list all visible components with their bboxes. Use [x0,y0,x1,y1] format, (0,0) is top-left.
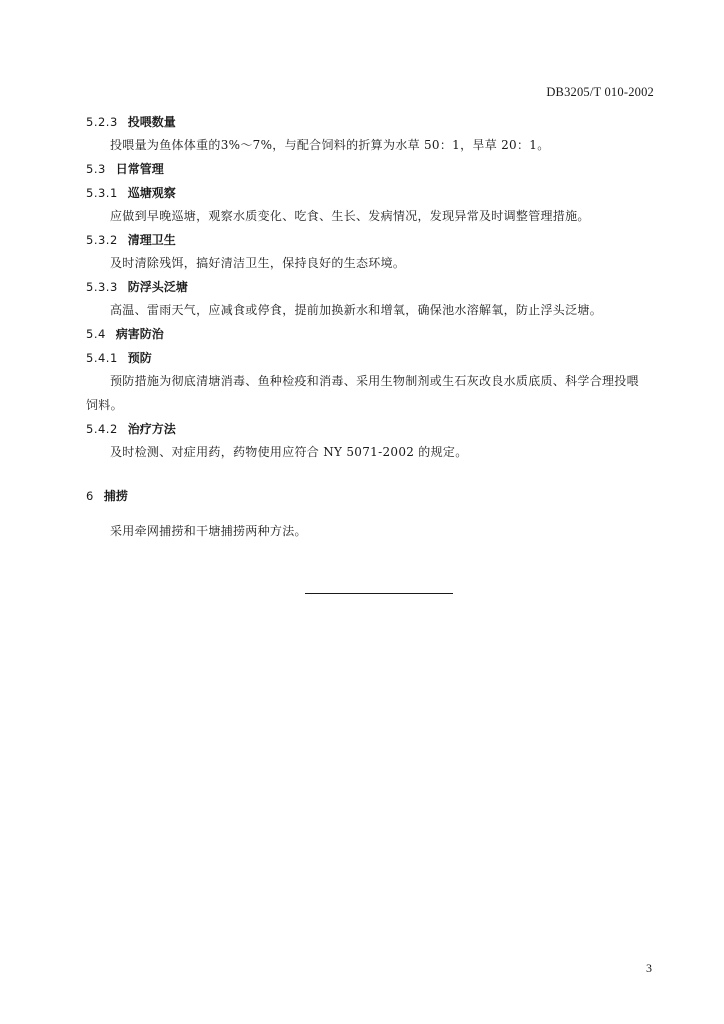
section-title: 清理卫生 [127,233,176,247]
section-number: 5.3 [86,162,106,176]
section-heading-5-3 [86,161,164,177]
paragraph-pond-inspection: 应做到早晚巡塘，观察水质变化、吃食、生长、发病情况，发现异常及时调整管理措施。 [110,209,590,223]
section-title: 投喂数量 [127,115,176,129]
section-number: 5.4.2 [86,422,118,436]
section-number: 5.2.3 [86,115,118,129]
end-of-document-rule [305,593,453,594]
section-title: 巡塘观察 [127,186,176,200]
paragraph-cleaning: 及时清除残饵，搞好清洁卫生，保持良好的生态环境。 [110,256,406,270]
paragraph-prevention-line-1: 预防措施为彻底清塘消毒、鱼种检疫和消毒、采用生物制剂或生石灰改良水质底质、科学合理投喂 [110,374,639,388]
section-heading-5-4-2 [86,421,176,437]
section-heading-5-3-1 [86,185,176,201]
section-number: 5.4 [86,327,106,341]
section-heading-5-2-3 [86,114,176,130]
document-code: DB3205/T 010-2002 [546,85,654,99]
paragraph-prevention-line-2: 饲料。 [86,398,123,412]
section-title: 防浮头泛塘 [127,280,188,294]
section-title: 日常管理 [115,162,164,176]
section-title: 预防 [127,351,152,365]
section-number: 6 [86,489,94,503]
section-heading-5-3-3 [86,279,188,295]
section-heading-5-4 [86,326,164,342]
paragraph-floating-prevention: 高温、雷雨天气，应减食或停食，提前加换新水和增氧，确保池水溶解氧，防止浮头泛塘。 [110,303,603,317]
section-title: 治疗方法 [127,422,176,436]
paragraph-harvesting: 采用牵网捕捞和干塘捕捞两种方法。 [110,524,307,538]
paragraph-treatment: 及时检测、对症用药，药物使用应符合 NY 5071-2002 的规定。 [110,445,468,459]
section-heading-6 [86,488,128,504]
section-heading-5-3-2 [86,232,176,248]
page-number: 3 [646,961,652,975]
section-number: 5.3.2 [86,233,118,247]
section-number: 5.3.1 [86,186,118,200]
paragraph-feeding-amount: 投喂量为鱼体体重的3%～7%，与配合饲料的折算为水草 50：1，旱草 20：1。 [110,138,550,152]
section-number: 5.4.1 [86,351,118,365]
section-number: 5.3.3 [86,280,118,294]
section-title: 捕捞 [103,489,128,503]
section-title: 病害防治 [115,327,164,341]
section-heading-5-4-1 [86,350,152,366]
